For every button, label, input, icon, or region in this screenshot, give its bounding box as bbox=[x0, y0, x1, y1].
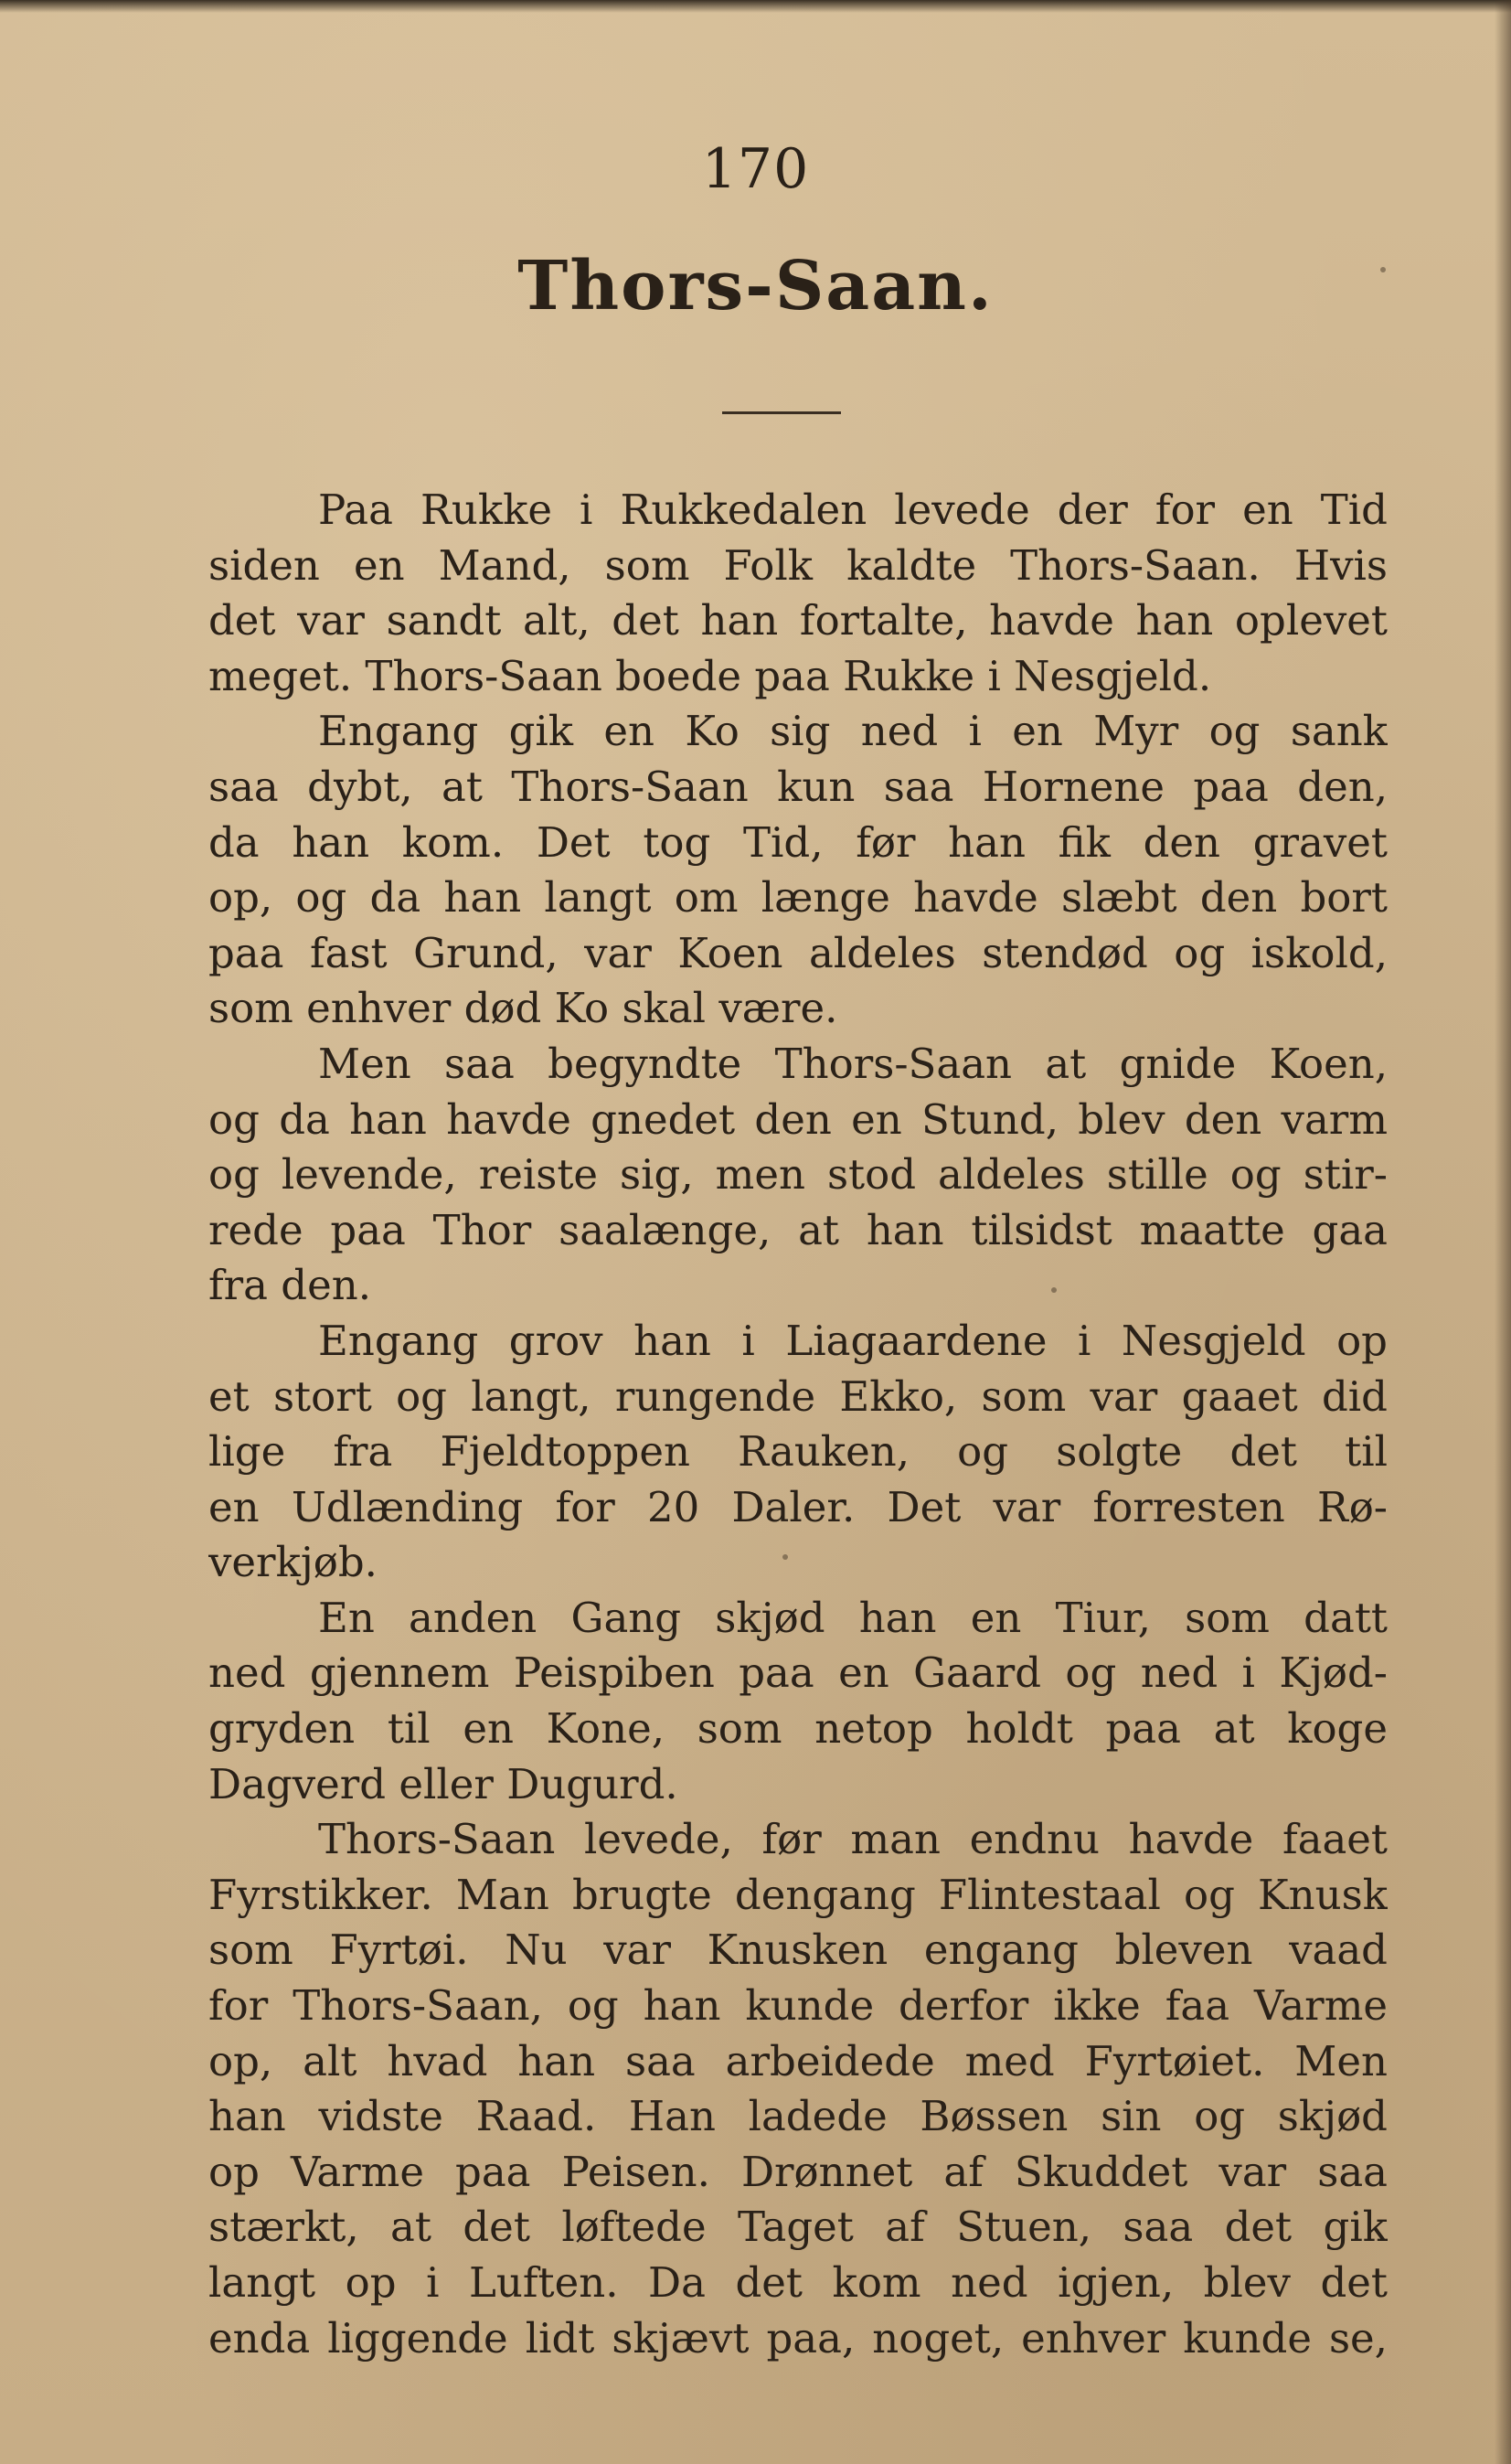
text-line: for Thors-Saan, og han kunde derfor ikke faa Varme bbox=[208, 1981, 1388, 2031]
text-line: Paa Rukke i Rukkedalen levede der for en Tid bbox=[318, 485, 1388, 534]
paper-speck bbox=[1380, 267, 1386, 272]
paper-speck bbox=[782, 1554, 788, 1560]
text-line: Men saa begyndte Thors-Saan at gnide Koen, bbox=[318, 1039, 1388, 1088]
text-line: enda liggende lidt skjævt paa, noget, enhver kunde se, bbox=[208, 2313, 1388, 2363]
text-line: lige fra Fjeldtoppen Rauken, og solgte det til bbox=[208, 1427, 1388, 1477]
text-line: En anden Gang skjød han en Tiur, som datt bbox=[318, 1593, 1388, 1642]
text-line: det var sandt alt, det han fortalte, havde han oplevet bbox=[208, 596, 1388, 645]
text-line: som Fyrtøi. Nu var Knusken engang bleven vaad bbox=[208, 1925, 1388, 1975]
text-line: siden en Mand, som Folk kaldte Thors-Saan. Hvis bbox=[208, 540, 1388, 590]
story-title: Thors-Saan. bbox=[517, 247, 994, 325]
text-line: saa dybt, at Thors-Saan kun saa Hornene paa den, bbox=[208, 762, 1388, 811]
text-line: fra den. bbox=[208, 1261, 372, 1310]
text-line: Engang gik en Ko sig ned i en Myr og sank bbox=[318, 707, 1388, 756]
page-number: 170 bbox=[701, 137, 810, 201]
text-line: ned gjennem Peispiben paa en Gaard og ned i Kjød- bbox=[208, 1648, 1388, 1698]
page-top-edge-shadow bbox=[0, 0, 1511, 13]
text-line: han vidste Raad. Han ladede Bøssen sin og skjød bbox=[208, 2092, 1388, 2141]
text-line: Dagverd eller Dugurd. bbox=[208, 1759, 678, 1808]
text-line: op, og da han langt om længe havde slæbt den bort bbox=[208, 873, 1388, 923]
paper-speck bbox=[1051, 1287, 1057, 1293]
text-line: Fyrstikker. Man brugte dengang Flintestaal og Knusk bbox=[208, 1870, 1388, 1919]
text-line: da han kom. Det tog Tid, før han fik den gravet bbox=[208, 817, 1388, 867]
story-text bbox=[208, 483, 1388, 2366]
text-line: gryden til en Kone, som netop holdt paa at koge bbox=[208, 1704, 1388, 1754]
text-line: meget. Thors-Saan boede paa Rukke i Nesgjeld. bbox=[208, 651, 1212, 700]
text-line: Engang grov han i Liagaardene i Nesgjeld op bbox=[318, 1316, 1388, 1365]
text-line: en Udlænding for 20 Daler. Det var forresten Rø- bbox=[208, 1482, 1388, 1531]
text-line: rede paa Thor saalænge, at han tilsidst maatte gaa bbox=[208, 1205, 1388, 1254]
text-line: op, alt hvad han saa arbeidede med Fyrtøiet. Men bbox=[208, 2036, 1388, 2085]
title-divider bbox=[722, 411, 841, 414]
text-line: og da han havde gnedet den en Stund, blev den varm bbox=[208, 1094, 1388, 1144]
text-line: verkjøb. bbox=[208, 1538, 378, 1587]
text-line: som enhver død Ko skal være. bbox=[208, 984, 838, 1033]
text-line: paa fast Grund, var Koen aldeles stendød og iskold, bbox=[208, 928, 1388, 977]
text-line: et stort og langt, rungende Ekko, som var gaaet did bbox=[208, 1371, 1388, 1421]
text-line: op Varme paa Peisen. Drønnet af Skuddet var saa bbox=[208, 2147, 1388, 2196]
text-line: langt op i Luften. Da det kom ned igjen, blev det bbox=[208, 2258, 1388, 2307]
text-line: Thors-Saan levede, før man endnu havde faaet bbox=[318, 1815, 1388, 1864]
text-line: og levende, reiste sig, men stod aldeles stille og stir- bbox=[208, 1150, 1388, 1200]
page-right-edge-shadow bbox=[1495, 0, 1511, 2464]
text-line: stærkt, at det løftede Taget af Stuen, saa det gik bbox=[208, 2203, 1388, 2252]
